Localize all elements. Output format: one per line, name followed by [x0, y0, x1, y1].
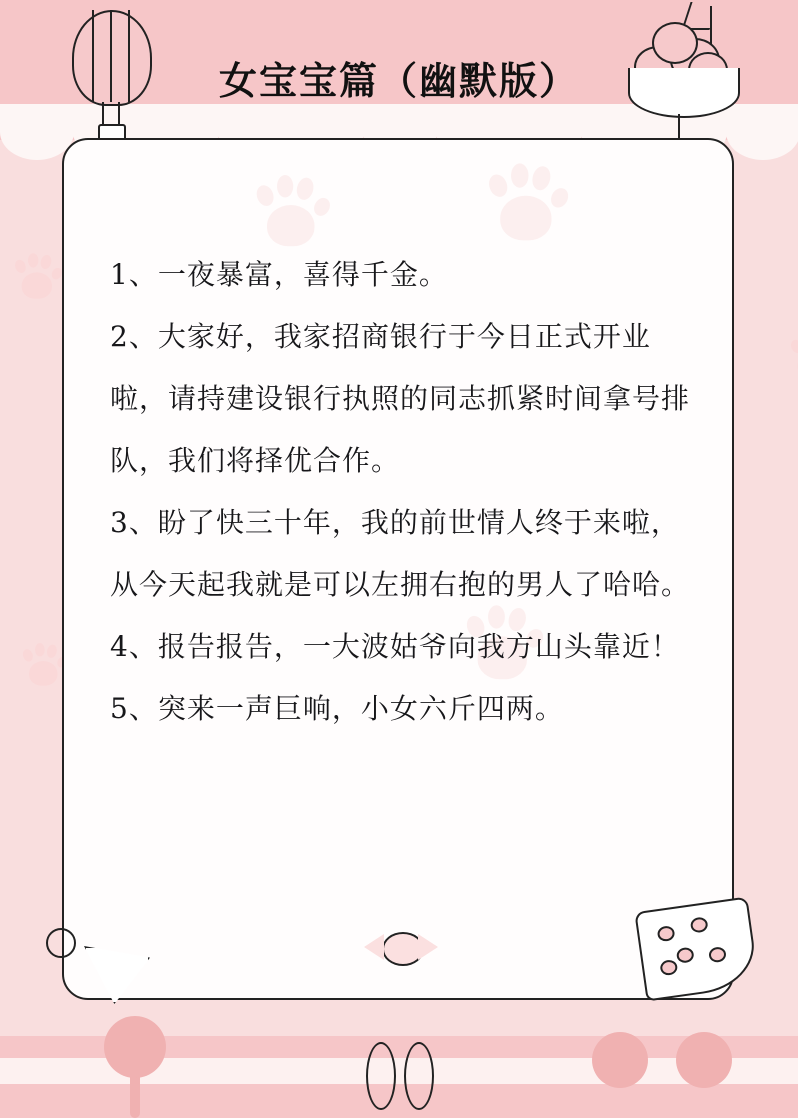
- list-item: 1、一夜暴富，喜得千金。: [110, 258, 448, 291]
- list-item: 3、盼了快三十年，我的前世情人终于来啦，从今天起我就是可以左拥右抱的男人了哈哈。: [110, 506, 691, 601]
- hot-air-balloon-icon: [58, 6, 178, 156]
- joke-list: [110, 244, 702, 740]
- pink-circle-icon: [592, 1032, 648, 1088]
- pizza-slice-icon: [634, 897, 759, 1002]
- pink-circle-icon: [676, 1032, 732, 1088]
- list-item: 2、大家好，我家招商银行于今日正式开业啦，请持建设银行执照的同志抓紧时间拿号排队，我们将择优合作。: [110, 320, 691, 477]
- page-title: 女宝宝篇（幽默版）: [218, 58, 579, 103]
- list-item: 4、报告报告，一大波姑爷向我方山头靠近！: [110, 630, 680, 663]
- oval-ring-icon: [46, 928, 76, 958]
- lollipop-icon: [104, 1016, 166, 1078]
- lollipop-stick: [130, 1072, 140, 1118]
- list-item: 5、突来一声巨响，小女六斤四两。: [110, 692, 564, 725]
- oval-ring-icon: [404, 1042, 434, 1110]
- content-card: [62, 138, 734, 1000]
- wrapped-candy-icon: [366, 922, 436, 976]
- paper-plane-icon: [82, 944, 152, 1006]
- oval-ring-icon: [366, 1042, 396, 1110]
